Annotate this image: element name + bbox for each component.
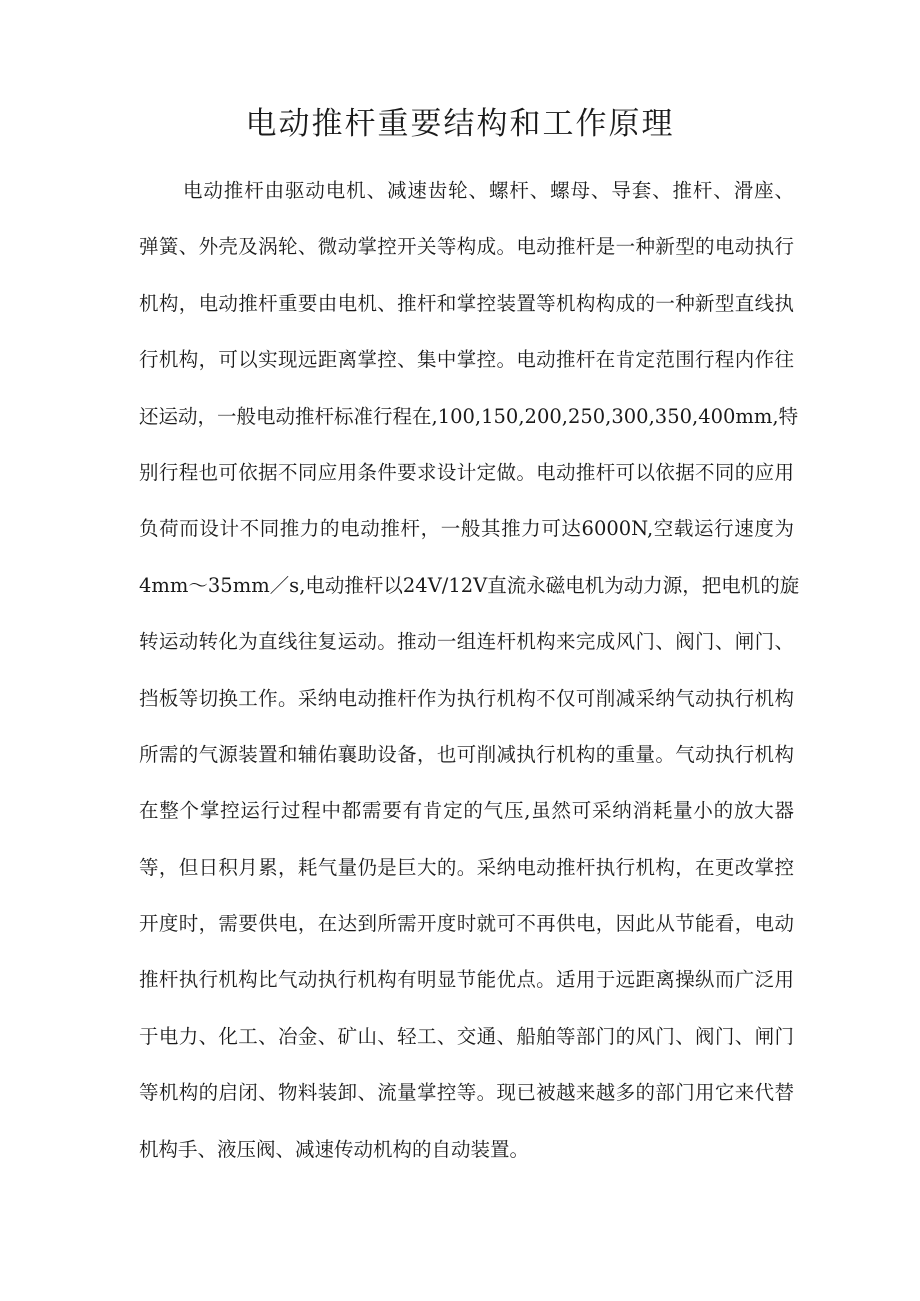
paragraph-line: 负荷而设计不同推力的电动推杆，一般其推力可达6000N,空载运行速度为 xyxy=(139,517,794,541)
paragraph-line: 挡板等切换工作。采纳电动推杆作为执行机构不仅可削减采纳气动执行机构 xyxy=(139,686,794,710)
paragraph-line: 电动推杆由驱动电机、减速齿轮、螺杆、螺母、导套、推杆、滑座、 xyxy=(183,179,794,202)
paragraph-line: 行机构，可以实现远距离掌控、集中掌控。电动推杆在肯定范围行程内作往 xyxy=(139,348,794,372)
paragraph-line: 转运动转化为直线往复运动。推动一组连杆机构来完成风门、阀门、闸门、 xyxy=(139,630,794,654)
paragraph-line: 在整个掌控运行过程中都需要有肯定的气压,虽然可采纳消耗量小的放大器 xyxy=(139,799,794,823)
paragraph-line: 弹簧、外壳及涡轮、微动掌控开关等构成。电动推杆是一种新型的电动执行 xyxy=(139,235,794,259)
paragraph-line: 等机构的启闭、物料装卸、流量掌控等。现已被越来越多的部门用它来代替 xyxy=(139,1081,794,1105)
paragraph-line: 所需的气源装置和辅佑襄助设备，也可削减执行机构的重量。气动执行机构 xyxy=(139,742,794,766)
paragraph-line: 等，但日积月累，耗气量仍是巨大的。采纳电动推杆执行机构，在更改掌控 xyxy=(139,855,794,879)
document-body xyxy=(139,163,800,1178)
paragraph-line: 机构手、液压阀、减速传动机构的自动装置。 xyxy=(139,1137,530,1161)
paragraph-line: 于电力、化工、冶金、矿山、轻工、交通、船舶等部门的风门、阀门、闸门 xyxy=(139,1024,794,1048)
paragraph-line: 机构，电动推杆重要由电机、推杆和掌控装置等机构构成的一种新型直线执 xyxy=(139,291,794,315)
paragraph-line: 推杆执行机构比气动执行机构有明显节能优点。适用于远距离操纵而广泛用 xyxy=(139,968,794,992)
paragraph-line: 4mm～35mm／s,电动推杆以24V/12V直流永磁电机为动力源，把电机的旋 xyxy=(139,573,800,597)
paragraph-line: 开度时，需要供电，在达到所需开度时就可不再供电，因此从节能看，电动 xyxy=(139,912,794,936)
document-title: 电动推杆重要结构和工作原理 xyxy=(245,106,675,142)
paragraph-line: 还运动，一般电动推杆标准行程在,100,150,200,250,300,350,400mm,特 xyxy=(139,404,799,428)
paragraph-line: 别行程也可依据不同应用条件要求设计定做。电动推杆可以依据不同的应用 xyxy=(139,460,794,484)
